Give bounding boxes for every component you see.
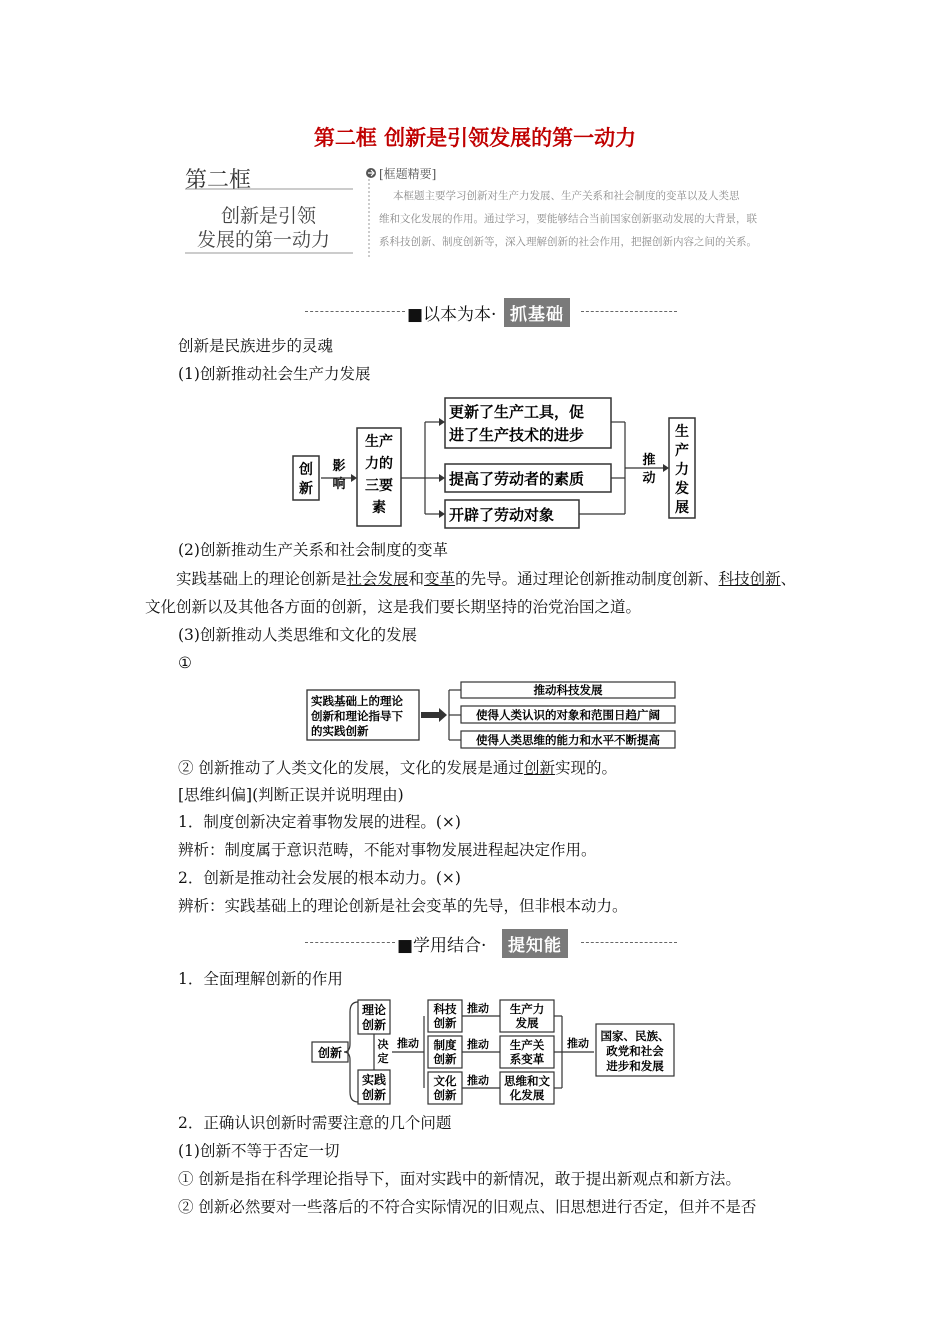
svg-text:创新: 创新 bbox=[433, 1052, 457, 1066]
svg-text:新: 新 bbox=[299, 481, 313, 497]
svg-text:推动: 推动 bbox=[467, 1074, 489, 1087]
svg-text:开辟了劳动对象: 开辟了劳动对象 bbox=[449, 506, 555, 524]
subsection-2-1: (1)创新不等于否定一切 bbox=[178, 1142, 340, 1160]
diagram-productivity bbox=[285, 392, 705, 532]
svg-text:进步和发展: 进步和发展 bbox=[606, 1059, 664, 1073]
svg-text:创新: 创新 bbox=[361, 1088, 387, 1102]
subsection-1: 1．全面理解创新的作用 bbox=[178, 970, 343, 988]
para-2-body: 实践基础上的理论创新是社会发展和变革的先导。通过理论创新推动制度创新、科技创新、文化创新以及其他各方面的创新，这是我们要长期坚持的治党治国之道。 bbox=[145, 570, 797, 616]
svg-text:创新: 创新 bbox=[433, 1088, 457, 1102]
svg-text:生产关: 生产关 bbox=[509, 1038, 545, 1052]
svg-text:系变革: 系变革 bbox=[509, 1052, 545, 1066]
svg-text:科技: 科技 bbox=[433, 1002, 457, 1016]
svg-text:发展: 发展 bbox=[515, 1016, 539, 1030]
section-badge: 提知能 bbox=[502, 929, 568, 958]
svg-text:产: 产 bbox=[675, 443, 689, 459]
circle-marker-1: ① bbox=[178, 654, 192, 672]
svg-text:国家、民族、: 国家、民族、 bbox=[600, 1029, 670, 1043]
svg-text:理论: 理论 bbox=[361, 1003, 387, 1017]
intro-heading: 第二框 bbox=[185, 168, 252, 193]
intro-tag: [框题精要] bbox=[379, 167, 437, 181]
lesson-intro bbox=[183, 163, 783, 263]
svg-text:推动: 推动 bbox=[397, 1037, 419, 1050]
answer-2: 辨析：实践基础上的理论创新是社会变革的先导，但非根本动力。 bbox=[178, 897, 628, 915]
para-3-title: (3)创新推动人类思维和文化的发展 bbox=[178, 626, 417, 644]
circle-marker-2-text: ② 创新推动了人类文化的发展，文化的发展是通过创新实现的。 bbox=[178, 759, 617, 777]
section-header-basics bbox=[305, 298, 677, 326]
para-2-title: (2)创新推动生产关系和社会制度的变革 bbox=[178, 541, 448, 559]
svg-text:思维和文: 思维和文 bbox=[504, 1074, 550, 1088]
svg-text:化发展: 化发展 bbox=[509, 1088, 545, 1102]
subsection-2-1-b: ② 创新必然要对一些落后的不符合实际情况的旧观点、旧思想进行否定，但并不是否 bbox=[178, 1198, 757, 1216]
svg-text:政党和社会: 政党和社会 bbox=[606, 1044, 664, 1058]
svg-text:实践基础上的理论: 实践基础上的理论 bbox=[311, 694, 403, 708]
section-badge: 抓基础 bbox=[504, 298, 570, 327]
svg-text:影: 影 bbox=[332, 459, 346, 474]
svg-text:进了生产技术的进步: 进了生产技术的进步 bbox=[449, 426, 585, 444]
para-head: 创新是民族进步的灵魂 bbox=[178, 337, 334, 355]
svg-text:推动: 推动 bbox=[467, 1002, 489, 1015]
diagram-thought-culture bbox=[305, 678, 685, 752]
think-correction: [思维纠偏](判断正误并说明理由) bbox=[178, 786, 404, 804]
intro-text-2: 维和文化发展的作用。通过学习，要能够结合当前国家创新驱动发展的大背景，联 bbox=[379, 213, 757, 225]
svg-text:动: 动 bbox=[642, 471, 656, 486]
section-header-ability bbox=[305, 929, 677, 957]
svg-text:生: 生 bbox=[675, 424, 689, 440]
svg-text:力: 力 bbox=[675, 462, 689, 478]
svg-text:推动: 推动 bbox=[467, 1038, 489, 1051]
svg-text:力的: 力的 bbox=[365, 456, 393, 472]
question-1: 1．制度创新决定着事物发展的进程。(×) bbox=[178, 813, 461, 831]
diagram-innovation-role bbox=[310, 996, 680, 1106]
svg-text:文化: 文化 bbox=[433, 1074, 457, 1088]
svg-text:生产: 生产 bbox=[365, 434, 393, 450]
section-label: ■学用结合· bbox=[397, 936, 487, 956]
para-1-title: (1)创新推动社会生产力发展 bbox=[178, 365, 371, 383]
svg-text:推: 推 bbox=[642, 453, 656, 468]
intro-subtitle-1: 创新是引领 bbox=[221, 205, 317, 227]
svg-text:使得人类认识的对象和范围日趋广阔: 使得人类认识的对象和范围日趋广阔 bbox=[476, 708, 660, 722]
subsection-2: 2．正确认识创新时需要注意的几个问题 bbox=[178, 1114, 452, 1132]
intro-text-1: 本框题主要学习创新对生产力发展、生产关系和社会制度的变革以及人类思 bbox=[393, 190, 740, 202]
svg-text:响: 响 bbox=[332, 477, 346, 492]
svg-text:实践: 实践 bbox=[361, 1073, 387, 1087]
svg-text:创新: 创新 bbox=[317, 1046, 343, 1060]
svg-text:推动: 推动 bbox=[567, 1037, 589, 1050]
intro-text-3: 系科技创新、制度创新等，深入理解创新的社会作用，把握创新内容之间的关系。 bbox=[379, 236, 757, 248]
svg-text:生产力: 生产力 bbox=[509, 1002, 545, 1016]
svg-text:制度: 制度 bbox=[433, 1038, 457, 1052]
svg-text:创新和理论指导下: 创新和理论指导下 bbox=[311, 709, 403, 723]
svg-text:素: 素 bbox=[372, 500, 386, 516]
svg-text:创新: 创新 bbox=[433, 1016, 457, 1030]
svg-text:展: 展 bbox=[675, 500, 689, 516]
answer-1: 辨析：制度属于意识范畴，不能对事物发展进程起决定作用。 bbox=[178, 841, 597, 859]
svg-text:三要: 三要 bbox=[365, 478, 393, 494]
intro-subtitle-2: 发展的第一动力 bbox=[197, 229, 331, 251]
section-label: ■以本为本· bbox=[407, 305, 497, 325]
svg-text:定: 定 bbox=[377, 1052, 389, 1065]
svg-text:决: 决 bbox=[377, 1038, 389, 1051]
svg-text:更新了生产工具，促: 更新了生产工具，促 bbox=[449, 403, 585, 421]
svg-text:的实践创新: 的实践创新 bbox=[311, 724, 369, 738]
page-title: 第二框 创新是引领发展的第一动力 bbox=[313, 126, 637, 150]
svg-text:创新: 创新 bbox=[361, 1018, 387, 1032]
svg-text:发: 发 bbox=[675, 481, 689, 497]
svg-text:创: 创 bbox=[299, 462, 313, 478]
question-2: 2．创新是推动社会发展的根本动力。(×) bbox=[178, 869, 461, 887]
svg-text:推动科技发展: 推动科技发展 bbox=[533, 683, 603, 697]
subsection-2-1-a: ① 创新是指在科学理论指导下，面对实践中的新情况，敢于提出新观点和新方法。 bbox=[178, 1170, 741, 1188]
svg-text:提高了劳动者的素质: 提高了劳动者的素质 bbox=[449, 470, 585, 488]
svg-text:使得人类思维的能力和水平不断提高: 使得人类思维的能力和水平不断提高 bbox=[476, 733, 660, 747]
